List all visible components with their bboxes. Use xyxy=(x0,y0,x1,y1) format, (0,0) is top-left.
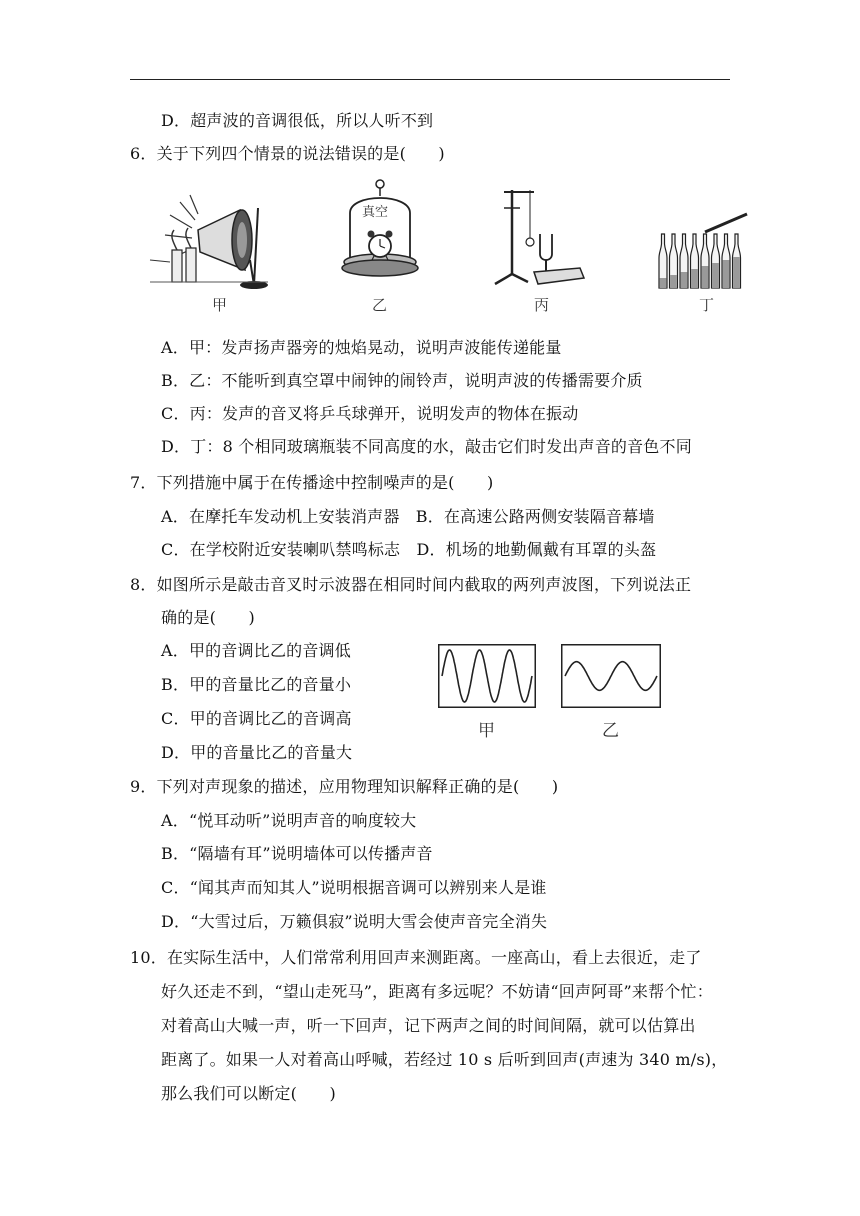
bottle-water xyxy=(733,257,740,288)
q8-option-a: A．甲的音调比乙的音调低 xyxy=(161,641,351,660)
q5-option-d: D．超声波的音调很低，所以人听不到 xyxy=(161,111,434,130)
q10-line5: 那么我们可以断定( ) xyxy=(161,1084,336,1103)
q7-options-ab: A．在摩托车发动机上安装消声器 B．在高速公路两侧安装隔音幕墙 xyxy=(161,507,655,526)
figure-label-ding: 丁 xyxy=(699,296,715,314)
speaker-candle-icon xyxy=(150,190,270,290)
waveform-jia xyxy=(438,644,536,708)
glass-bottles-icon xyxy=(655,210,750,290)
q9-option-d: D．“大雪过后，万籁俱寂”说明大雪会使声音完全消失 xyxy=(161,912,548,931)
q6-stem: 6．关于下列四个情景的说法错误的是( ) xyxy=(130,144,445,163)
bottle-water xyxy=(723,260,730,288)
q10-line4: 距离了。如果一人对着高山呼喊，若经过 10 s 后听到回声(声速为 340 m/s)， xyxy=(161,1050,728,1069)
q10-line3: 对着高山大喊一声，听一下回声，记下两声之间的时间间隔，就可以估算出 xyxy=(161,1016,696,1035)
waveform-yi xyxy=(561,644,661,708)
q8-stem-line2: 确的是( ) xyxy=(161,608,255,627)
figure-label-jia: 甲 xyxy=(212,296,228,314)
q7-options-cd: C．在学校附近安装喇叭禁鸣标志 D．机场的地勤佩戴有耳罩的头盔 xyxy=(161,540,657,559)
bottle-water xyxy=(691,269,698,288)
figure-label-bing: 丙 xyxy=(534,296,550,314)
q7-stem: 7．下列措施中属于在传播途中控制噪声的是( ) xyxy=(130,473,494,492)
q6-option-b: B．乙：不能听到真空罩中闹钟的闹铃声，说明声波的传播需要介质 xyxy=(161,371,643,390)
bottle-water xyxy=(660,278,667,288)
bottle-water xyxy=(702,266,709,288)
q8-stem-line1: 8．如图所示是敲击音叉时示波器在相同时间内截取的两列声波图，下列说法正 xyxy=(130,575,692,594)
vacuum-label: 真空 xyxy=(362,205,389,220)
q6-option-c: C．丙：发声的音叉将乒乓球弹开，说明发声的物体在振动 xyxy=(161,404,579,423)
q9-stem: 9．下列对声现象的描述，应用物理知识解释正确的是( ) xyxy=(130,777,559,796)
bottle-water xyxy=(712,263,719,288)
q8-option-c: C．甲的音调比乙的音调高 xyxy=(161,709,352,728)
q10-line1: 10．在实际生活中，人们常常利用回声来测距离。一座高山，看上去很近，走了 xyxy=(130,948,702,967)
wave-label-yi: 乙 xyxy=(602,721,619,741)
q9-option-c: C．“闻其声而知其人”说明根据音调可以辨别来人是谁 xyxy=(161,878,547,897)
q6-option-d: D．丁：8 个相同玻璃瓶装不同高度的水，敲击它们时发出声音的音色不同 xyxy=(161,437,692,456)
q9-option-a: A．“悦耳动听”说明声音的响度较大 xyxy=(161,811,417,830)
q9-option-b: B．“隔墙有耳”说明墙体可以传播声音 xyxy=(161,844,433,863)
vacuum-bell-jar-icon xyxy=(340,178,420,288)
bottle-water xyxy=(670,275,677,288)
wave-label-jia: 甲 xyxy=(478,721,495,741)
q6-option-a: A．甲：发声扬声器旁的烛焰晃动，说明声波能传递能量 xyxy=(161,338,562,357)
q10-line2: 好久还走不到，“望山走死马”，距离有多远呢？不妨请“回声阿哥”来帮个忙： xyxy=(161,982,713,1001)
figure-label-yi: 乙 xyxy=(372,296,388,314)
header-rule xyxy=(130,79,730,80)
q8-option-b: B．甲的音量比乙的音量小 xyxy=(161,675,352,694)
tuning-fork-pingpong-icon xyxy=(490,184,590,289)
q8-option-d: D．甲的音量比乙的音量大 xyxy=(161,743,353,762)
bottle-water xyxy=(681,272,688,288)
